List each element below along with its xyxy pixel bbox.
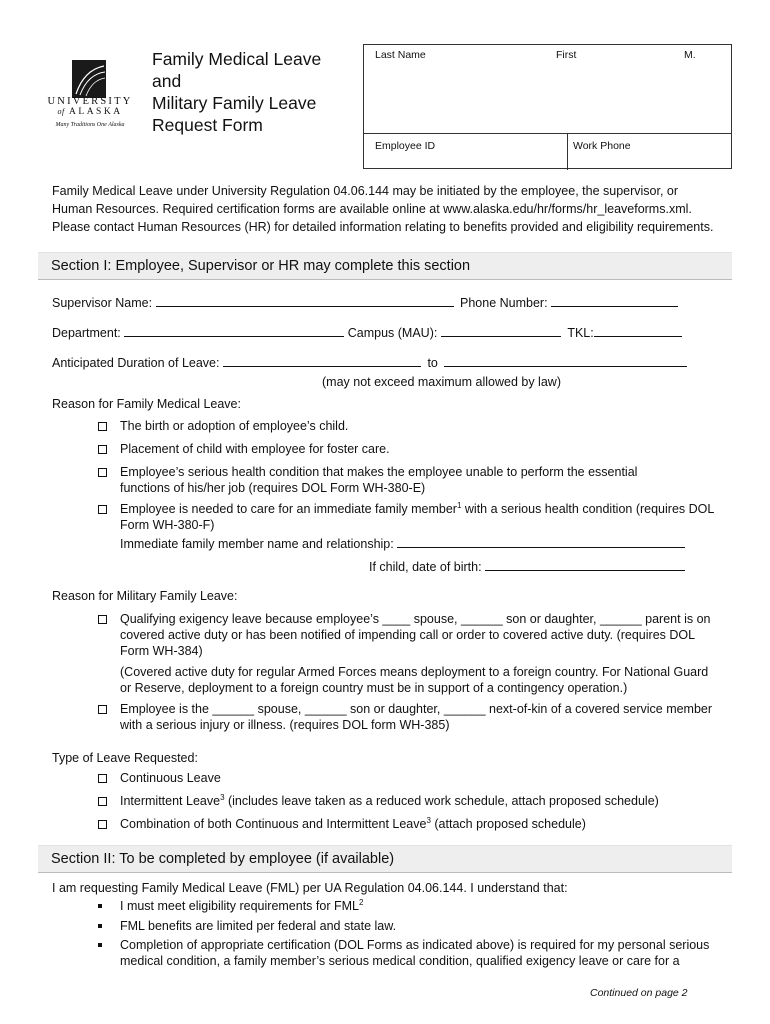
option-family-care-line2: Form WH-380-F) (120, 518, 215, 532)
continued-footer: Continued on page 2 (590, 987, 688, 999)
checkbox-intermittent-leave[interactable] (98, 797, 107, 806)
bullet-icon (98, 943, 102, 947)
fml-heading: Reason for Family Medical Leave: (52, 397, 241, 411)
bullet-icon (98, 904, 102, 908)
option-continuous-leave: Continuous Leave (120, 771, 221, 785)
option-combination-leave: Combination of both Continuous and Intermittent Leave$^3$ (attach proposed schedule) (120, 815, 586, 831)
option-exigency-line3: Form WH-384) (120, 644, 203, 658)
campus-input[interactable] (441, 325, 561, 337)
child-dob-input[interactable] (485, 559, 685, 571)
active-duty-note-line1: (Covered active duty for regular Armed Forces means deployment to a foreign country. For National Guard (120, 665, 709, 679)
logo-tagline: Many Traditions One Alaska (55, 122, 125, 128)
bullet-icon (98, 924, 102, 928)
logo-alaska-text: of ALASKA (57, 107, 123, 117)
option-exigency-line2: covered active duty or has been notified of impending call or order to covered active duty. (requires DOL (120, 628, 696, 642)
duration-end-input[interactable] (444, 355, 687, 367)
option-caregiver-line2: with a serious injury or illness. (requires DOL form WH-385) (120, 718, 450, 732)
aurora-emblem-icon (72, 60, 106, 98)
checkbox-qualifying-exigency[interactable] (98, 615, 107, 624)
middle-initial-field[interactable]: M. (684, 49, 696, 61)
family-member-input[interactable] (397, 536, 685, 548)
checkbox-own-health[interactable] (98, 468, 107, 477)
checkbox-combination-leave[interactable] (98, 820, 107, 829)
intro-text: Family Medical Leave under University Regulation 04.06.144 may be initiated by the employee, the supervisor, or Human Resources. Required certification forms are available online at www.alaska.edu/hr/forms/hr_leaveforms.xml. Please contact Human Resources (HR) for detailed information relating to benefits provided and eligibility requirements. (52, 184, 714, 234)
family-member-row: Immediate family member name and relationship: (120, 536, 685, 552)
active-duty-note-line2: or Reserve, deployment to a foreign country must be in support of a contingency operation.) (120, 681, 628, 695)
option-caregiver-line1: Employee is the ______ spouse, ______ son or daughter, ______ next-of-kin of a covered service member (120, 702, 713, 716)
university-logo (44, 60, 136, 132)
option-intermittent-leave: Intermittent Leave$^3$ (includes leave taken as a reduced work schedule, attach proposed schedule) (120, 792, 659, 808)
option-exigency-line1: Qualifying exigency leave because employee’s ____ spouse, ______ son or daughter, ______ parent is on (120, 612, 711, 626)
department-row: Department: Campus (MAU): TKL: (52, 325, 682, 341)
checkbox-birth-adoption[interactable] (98, 422, 107, 431)
section-1-header: Section I: Employee, Supervisor or HR may complete this section (38, 252, 732, 280)
form-title: Family Medical Leave and Military Family Leave Request Form (152, 49, 322, 135)
option-birth-adoption: The birth or adoption of employee’s child. (120, 419, 349, 433)
benefits-bullet: FML benefits are limited per federal and state law. (120, 919, 397, 933)
section-2-intro: I am requesting Family Medical Leave (FML) per UA Regulation 04.06.144. I understand that: (52, 881, 568, 895)
option-foster-care: Placement of child with employee for foster care. (120, 442, 390, 456)
employee-id-field[interactable]: Employee ID (375, 140, 436, 152)
duration-start-input[interactable] (223, 355, 421, 367)
checkbox-family-care[interactable] (98, 505, 107, 514)
section-2-header: Section II: To be completed by employee (if available) (38, 845, 732, 873)
employee-info-box (363, 44, 732, 169)
work-phone-field[interactable]: Work Phone (573, 140, 631, 152)
eligibility-bullet: I must meet eligibility requirements for FML$^2$ (120, 897, 364, 913)
duration-note: (may not exceed maximum allowed by law) (322, 375, 561, 389)
certification-bullet-line2: medical condition, a family member’s serious medical condition, qualified exigency leave or care for a (120, 954, 680, 968)
option-own-health-line1: Employee’s serious health condition that makes the employee unable to perform the essential (120, 465, 638, 479)
supervisor-name-input[interactable] (156, 295, 454, 307)
department-input[interactable] (124, 325, 344, 337)
option-own-health-line2: functions of his/her job (requires DOL Form WH-380-E) (120, 481, 426, 495)
military-heading: Reason for Military Family Leave: (52, 589, 238, 603)
checkbox-caregiver[interactable] (98, 705, 107, 714)
supervisor-name-row: Supervisor Name: Phone Number: (52, 295, 678, 311)
last-name-field[interactable]: Last Name (375, 49, 426, 61)
checkbox-foster-care[interactable] (98, 445, 107, 454)
certification-bullet-line1: Completion of appropriate certification (DOL Forms as indicated above) is required for my personal serious (120, 938, 710, 952)
checkbox-continuous-leave[interactable] (98, 774, 107, 783)
logo-university-text: UNIVERSITY (47, 96, 133, 107)
first-name-field[interactable]: First (556, 49, 577, 61)
leave-type-heading: Type of Leave Requested: (52, 751, 198, 765)
child-dob-row: If child, date of birth: (369, 559, 685, 575)
phone-number-input[interactable] (551, 295, 678, 307)
tkl-input[interactable] (594, 325, 682, 337)
duration-row: Anticipated Duration of Leave: to (52, 355, 687, 371)
option-family-care-line1: Employee is needed to care for an immediate family member$^1$ with a serious health condition (requires DOL (120, 500, 715, 516)
